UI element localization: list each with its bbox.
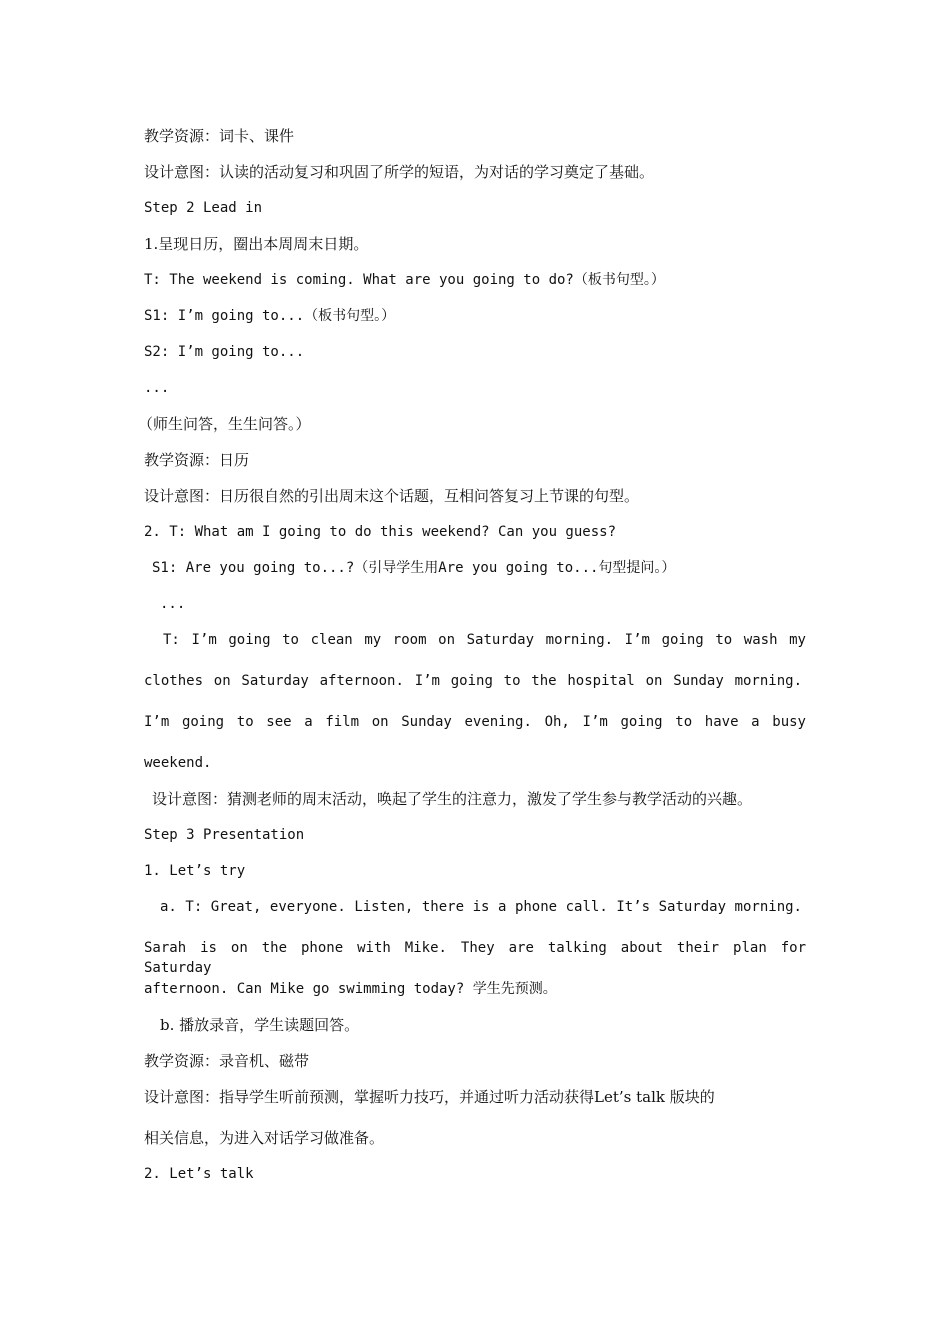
step-2-heading: Step 2 Lead in [144,200,263,216]
design-intent-line-1: 设计意图：认读的活动复习和巩固了所学的短语，为对话的学习奠定了基础。 [144,163,655,181]
dialogue-student-2: S2: I’m going to... [144,344,305,360]
step-2-item-2: 2. T: What am I going to do this weekend? Can you guess? [144,524,617,540]
qa-note: （师生问答，生生问答。） [138,415,311,433]
teacher-plan-line-4: weekend. [144,755,212,771]
lets-talk-heading: 2. Let’s talk [144,1166,254,1182]
lets-try-a-line-1: a. T: Great, everyone. Listen, there is a phone call. It’s Saturday morning. [160,899,802,915]
design-intent-line-4: 设计意图：指导学生听前预测，掌握听力技巧，并通过听力活动获得Let’s talk 版块的 [144,1088,715,1106]
resource-line-2: 教学资源：日历 [144,451,250,469]
resource-line-3: 教学资源：录音机、磁带 [144,1052,310,1070]
design-intent-line-4-cont: 相关信息，为进入对话学习做准备。 [144,1129,385,1147]
step-2-item-1: 1.呈现日历，圈出本周周末日期。 [144,235,369,253]
dialogue-teacher-line-1: T: The weekend is coming. What are you going to do?（板书句型。） [144,272,665,288]
lets-try-b: b. 播放录音，学生读题回答。 [160,1016,360,1034]
lets-try-heading: 1. Let’s try [144,863,246,879]
step-3-heading: Step 3 Presentation [144,827,305,843]
ellipsis-2: ... [160,596,186,612]
dialogue-student-1: S1: I’m going to...（板书句型。） [144,308,396,324]
lets-try-a-line-3: afternoon. Can Mike go swimming today? 学生先预测。 [144,981,557,997]
lets-try-a-line-2: Sarah is on the phone with Mike. They are talking about their plan for Saturday [144,940,806,976]
ellipsis-1: ... [144,380,170,396]
teacher-plan-line-2: clothes on Saturday afternoon. I’m going to the hospital on Sunday morning. [144,673,802,689]
resource-line-1: 教学资源：词卡、课件 [144,127,295,145]
teacher-plan-line-3: I’m going to see a film on Sunday evening. Oh, I’m going to have a busy [144,714,806,730]
design-intent-line-2: 设计意图：日历很自然的引出周末这个话题，互相问答复习上节课的句型。 [144,487,640,505]
dialogue-student-3: S1: Are you going to...?（引导学生用Are you going to...句型提问。） [152,560,676,576]
teacher-plan-line-1: T: I’m going to clean my room on Saturday morning. I’m going to wash my [163,632,806,648]
design-intent-line-3: 设计意图：猜测老师的周末活动，唤起了学生的注意力，激发了学生参与教学活动的兴趣。 [152,790,753,808]
